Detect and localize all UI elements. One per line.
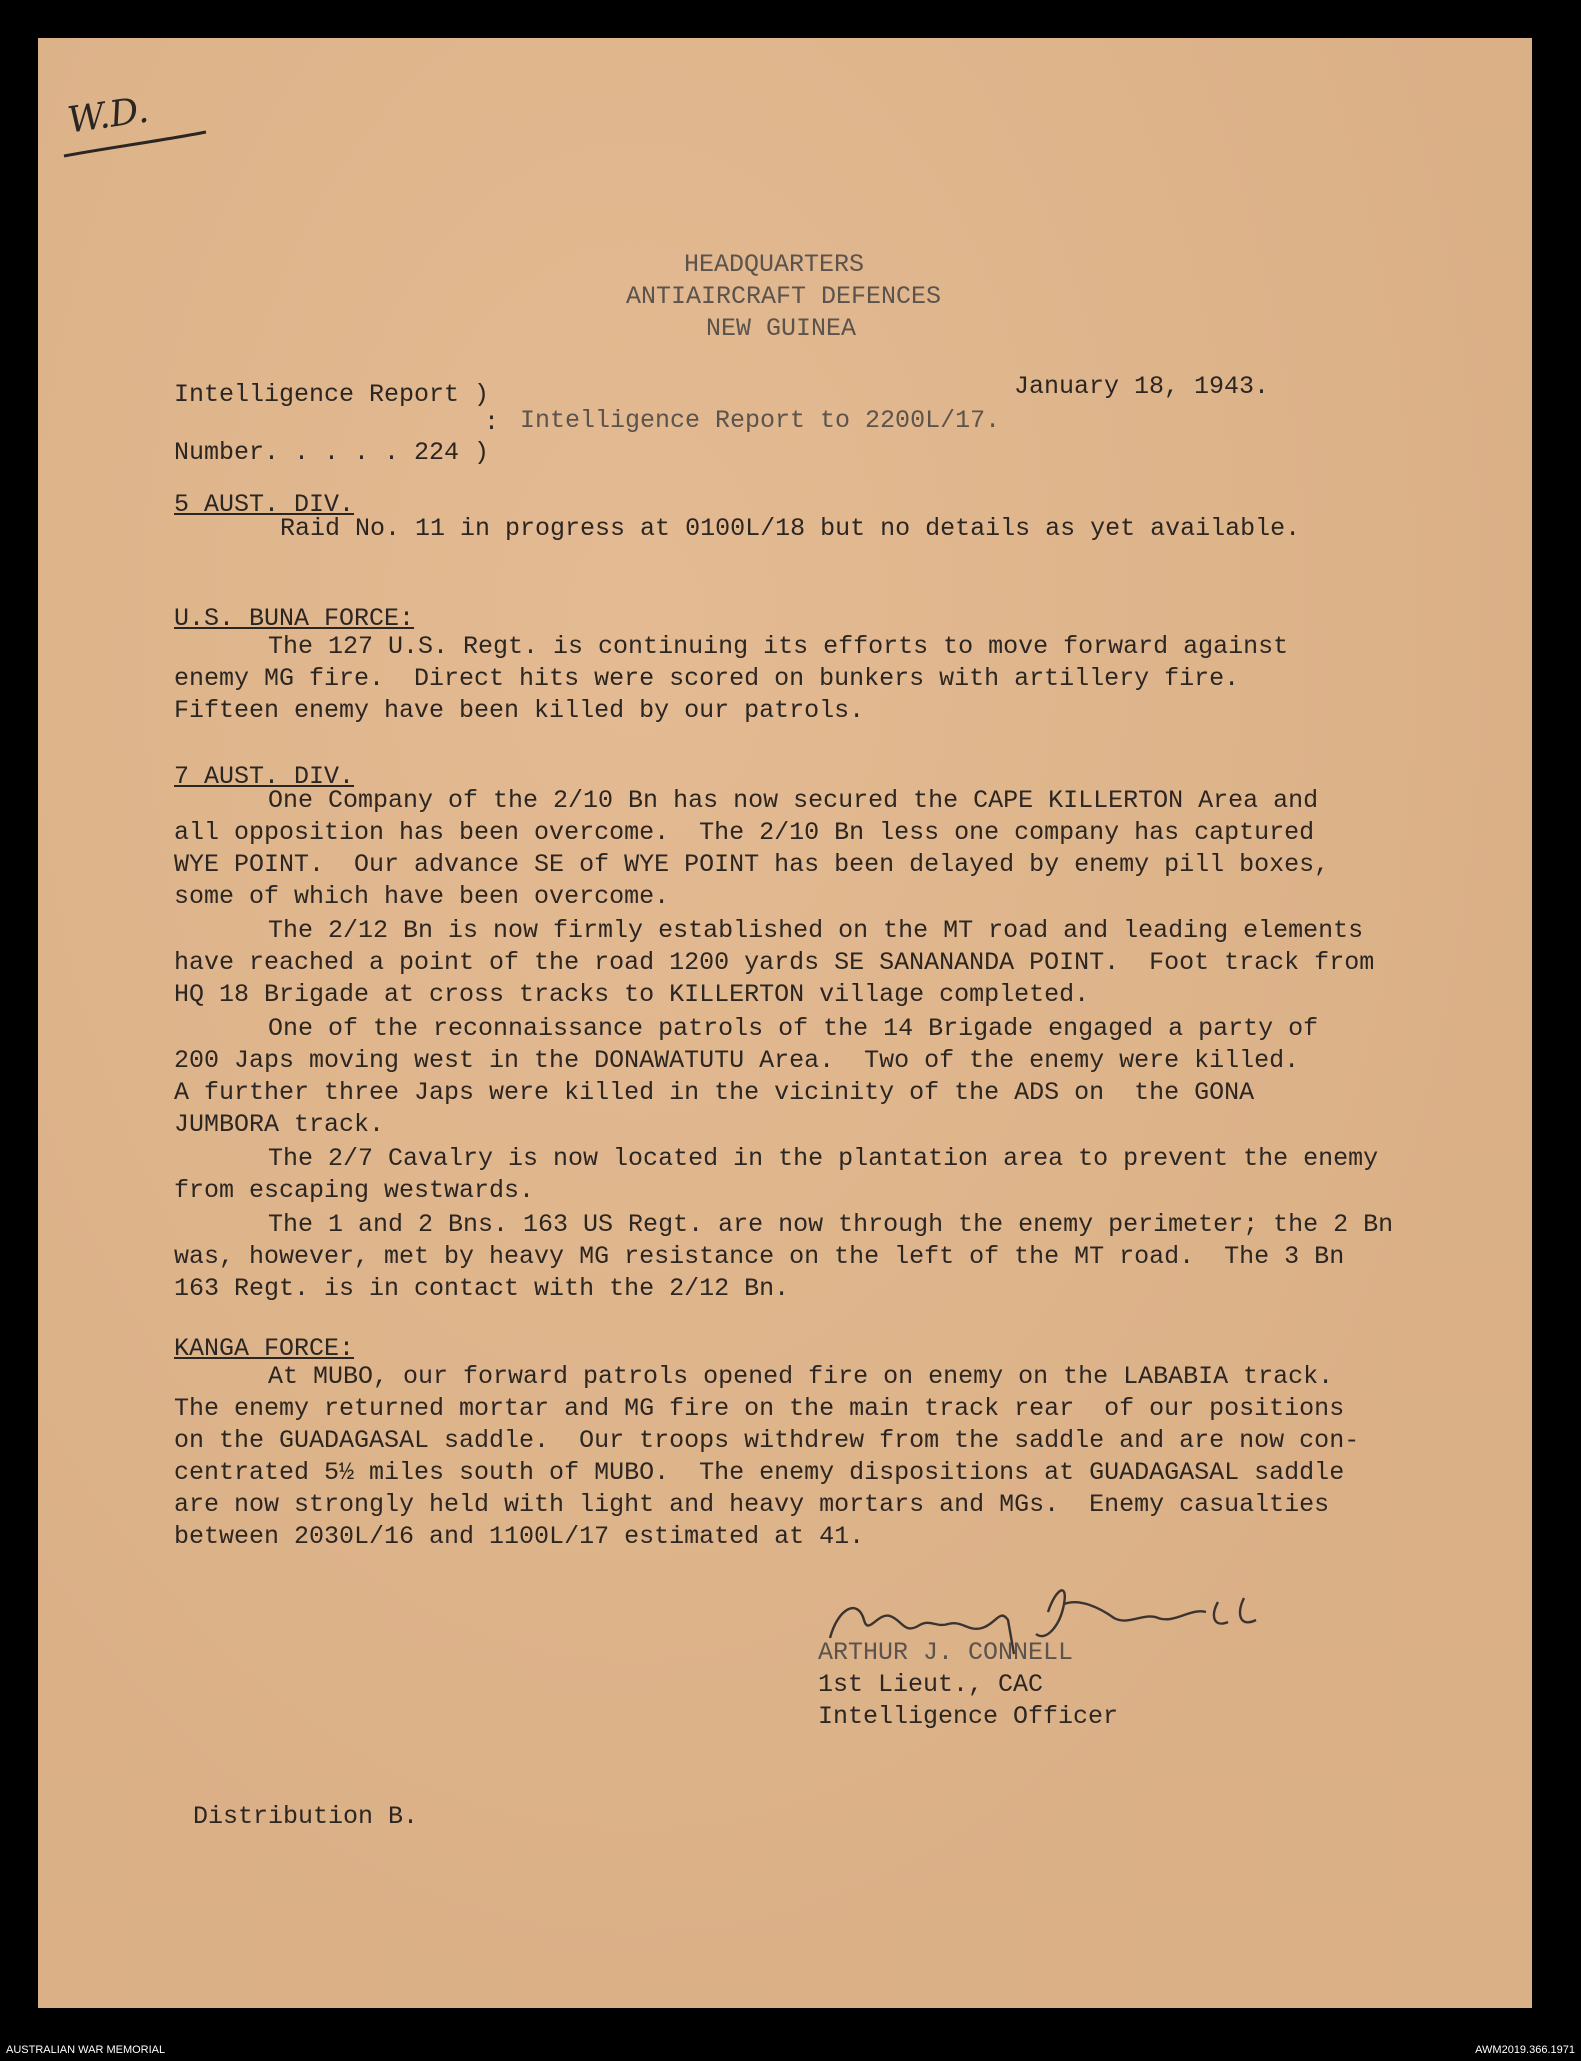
footer-institution: AUSTRALIAN WAR MEMORIAL xyxy=(6,2044,166,2056)
section-line: A further three Japs were killed in the vicinity of the ADS on the GONA xyxy=(174,1078,1255,1107)
report-colon: : xyxy=(484,408,500,437)
signatory-name: ARTHUR J. CONNELL xyxy=(818,1638,1074,1667)
section-line: on the GUADAGASAL saddle. Our troops withdrew from the saddle and are now con- xyxy=(174,1426,1360,1455)
section-heading-kanga-force: KANGA FORCE: xyxy=(174,1334,355,1363)
section-line: The 127 U.S. Regt. is continuing its efforts to move forward against xyxy=(268,632,1289,661)
section-line: At MUBO, our forward patrols opened fire on enemy on the LABABIA track. xyxy=(268,1362,1334,1391)
section-line: have reached a point of the road 1200 yards SE SANANANDA POINT. Foot track from xyxy=(174,948,1375,977)
section-line: between 2030L/16 and 1100L/17 estimated at 41. xyxy=(174,1522,865,1551)
section-line: HQ 18 Brigade at cross tracks to KILLERTON village completed. xyxy=(174,980,1090,1009)
section-line: The enemy returned mortar and MG fire on the main track rear of our positions xyxy=(174,1394,1345,1423)
section-line: are now strongly held with light and heavy mortars and MGs. Enemy casualties xyxy=(174,1490,1330,1519)
section-line: enemy MG fire. Direct hits were scored on bunkers with artillery fire. xyxy=(174,664,1240,693)
section-line: from escaping westwards. xyxy=(174,1176,535,1205)
section-heading-7-aust-div: 7 AUST. DIV. xyxy=(174,762,355,791)
header-line-3: NEW GUINEA xyxy=(706,314,857,343)
section-line: all opposition has been overcome. The 2/10 Bn less one company has captured xyxy=(174,818,1315,847)
header-line-2: ANTIAIRCRAFT DEFENCES xyxy=(626,282,942,311)
handwritten-note xyxy=(56,68,236,178)
distribution-note: Distribution B. xyxy=(193,1802,419,1831)
document-page xyxy=(38,38,1532,2008)
section-line: One Company of the 2/10 Bn has now secured the CAPE KILLERTON Area and xyxy=(268,786,1319,815)
section-line: JUMBORA track. xyxy=(174,1110,385,1139)
section-line: The 1 and 2 Bns. 163 US Regt. are now through the enemy perimeter; the 2 Bn xyxy=(268,1210,1394,1239)
section-line: The 2/12 Bn is now firmly established on the MT road and leading elements xyxy=(268,916,1364,945)
section-line: was, however, met by heavy MG resistance on the left of the MT road. The 3 Bn xyxy=(174,1242,1345,1271)
section-line: Raid No. 11 in progress at 0100L/18 but no details as yet available. xyxy=(280,514,1301,543)
report-subject: Intelligence Report to 2200L/17. xyxy=(520,406,1001,435)
footer-accession-number: AWM2019.366.1971 xyxy=(1475,2044,1575,2056)
report-label-line-1: Intelligence Report ) xyxy=(174,380,490,409)
signatory-title: Intelligence Officer xyxy=(818,1702,1119,1731)
section-line: 200 Japs moving west in the DONAWATUTU Area. Two of the enemy were killed. xyxy=(174,1046,1300,1075)
section-line: Fifteen enemy have been killed by our patrols. xyxy=(174,696,865,725)
section-line: One of the reconnaissance patrols of the 14 Brigade engaged a party of xyxy=(268,1014,1319,1043)
section-line: WYE POINT. Our advance SE of WYE POINT has been delayed by enemy pill boxes, xyxy=(174,850,1330,879)
svg-text:W.D.: W.D. xyxy=(65,89,152,142)
section-line: 163 Regt. is in contact with the 2/12 Bn. xyxy=(174,1274,790,1303)
report-label-line-2: Number. . . . . 224 ) xyxy=(174,438,490,467)
section-heading-us-buna-force: U.S. BUNA FORCE: xyxy=(174,604,415,633)
section-line: some of which have been overcome. xyxy=(174,882,670,911)
section-line: centrated 5½ miles south of MUBO. The enemy dispositions at GUADAGASAL saddle xyxy=(174,1458,1345,1487)
signatory-rank: 1st Lieut., CAC xyxy=(818,1670,1044,1699)
section-heading-5-aust-div: 5 AUST. DIV. xyxy=(174,490,355,519)
section-line: The 2/7 Cavalry is now located in the plantation area to prevent the enemy xyxy=(268,1144,1379,1173)
header-line-1: HEADQUARTERS xyxy=(684,250,865,279)
report-date: January 18, 1943. xyxy=(1014,372,1270,401)
